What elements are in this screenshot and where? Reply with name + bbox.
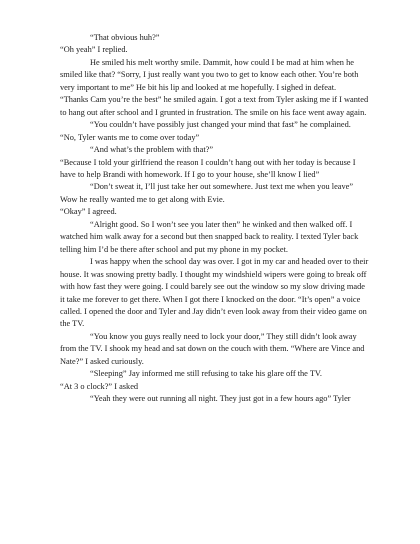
paragraph: “Because I told your girlfriend the reason I couldn’t hang out with her today is because I have to help Brandi with homework. If I go to your house, she’ll know I lied” xyxy=(60,157,356,179)
paragraph: He smiled his melt worthy smile. Dammit, how could I be mad at him when he smiled like that? “Sorry, I just really want you two to get to know each other. You’re both very important to me” He bit his lip and looked at me hopefully. I sighed in defeat. xyxy=(60,57,359,92)
paragraph: “That obvious huh?” xyxy=(90,33,160,42)
paragraph: “And what’s the problem with that?” xyxy=(90,145,214,155)
paragraph: “Yeah they were out running all night. They just got in a few hours ago” Tyler xyxy=(90,394,351,404)
paragraph: “At 3 o clock?” I asked xyxy=(60,381,139,391)
paragraph: “No, Tyler wants me to come over today” xyxy=(60,132,200,142)
paragraph: “You couldn’t have possibly just changed your mind that fast” he complained. xyxy=(90,120,351,130)
paragraph: “Thanks Cam you’re the best” he smiled again. I got a text from Tyler asking me if I wanted to hang out after school and I grunted in frustration. The smile on his face went away again. xyxy=(60,95,369,117)
paragraph: “Alright good. So I won’t see you later then” he winked and then walked off. I watched him walk away for a second but then snapped back to reality. I texted Tyler back telling him I’d be there after school and put my phone in my pocket. xyxy=(60,219,359,254)
paragraph: “Oh yeah” I replied. xyxy=(60,45,128,55)
paragraph: I was happy when the school day was over. I got in my car and headed over to their house. It was snowing pretty badly. I thought my windshield wipers were going to break off with how fast they were going. I could barely see out the window so my slow driving made it take me forever to get there. When I got there I knocked on the door. “It’s open” a voice called. I opened the door and Tyler and Jay didn’t even look away from their video game on the TV. xyxy=(60,257,369,329)
paragraph: “Okay” I agreed. xyxy=(60,207,117,217)
paragraph: “You know you guys really need to lock your door,” They still didn’t look away from the TV. I shook my head and sat down on the couch with them. “Where are Vince and Nate?” I asked curiously. xyxy=(60,331,365,366)
paragraph: “Sleeping” Jay informed me still refusing to take his glare off the TV. xyxy=(90,369,322,379)
paragraph: “Don’t sweat it, I’ll just take her out somewhere. Just text me when you leave” Wow he really wanted me to get along with Evie. xyxy=(60,182,354,204)
